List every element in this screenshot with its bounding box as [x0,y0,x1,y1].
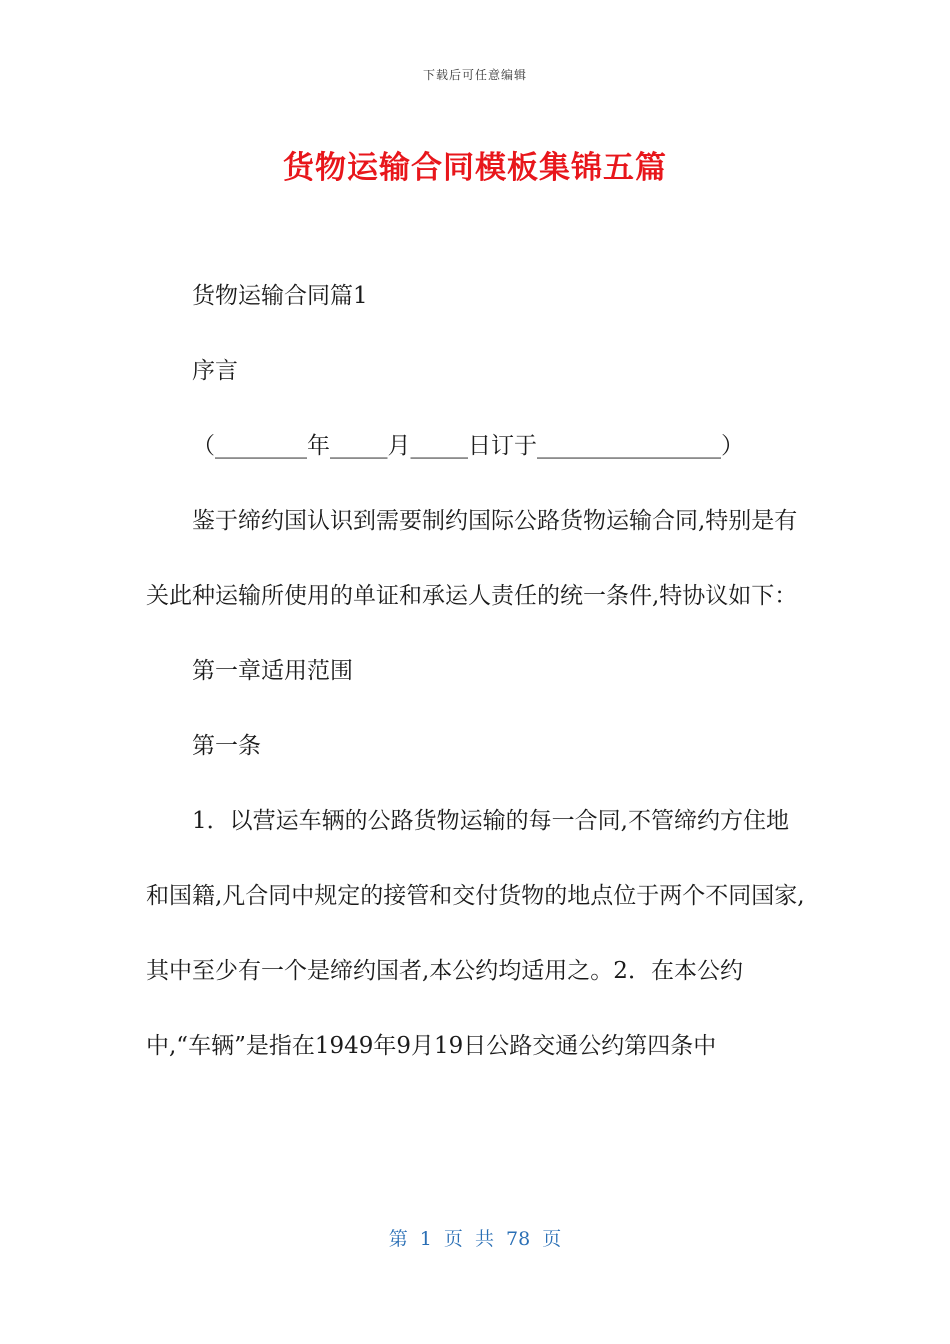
preface-heading: 序言 [192,358,238,384]
section-heading: 货物运输合同篇1 [192,283,368,309]
document-body [146,259,806,1084]
chapter-heading: 第一章适用范围 [192,658,353,684]
preamble-paragraph: 鉴于缔约国认识到需要制约国际公路货物运输合同,特别是有关此种运输所使用的单证和承运人责任的统一条件,特协议如下： [146,508,798,609]
header-note: 下载后可任意编辑 [422,68,527,82]
article-heading: 第一条 [192,733,261,759]
article-paragraph: 1．以营运车辆的公路货物运输的每一合同,不管缔约方住地和国籍,凡合同中规定的接管和交付货物的地点位于两个不同国家,其中至少有一个是缔约国者,本公约均适用之。2．在本公约中,“车辆”是指在1949年9月19日公路交通公约第四条中 [146,808,805,1059]
page-number: 第 1 页 共 78 页 [388,1228,562,1250]
signing-date-line: （________年_____月_____日订于________________） [192,433,744,459]
document-title: 货物运输合同模板集锦五篇 [283,150,667,186]
